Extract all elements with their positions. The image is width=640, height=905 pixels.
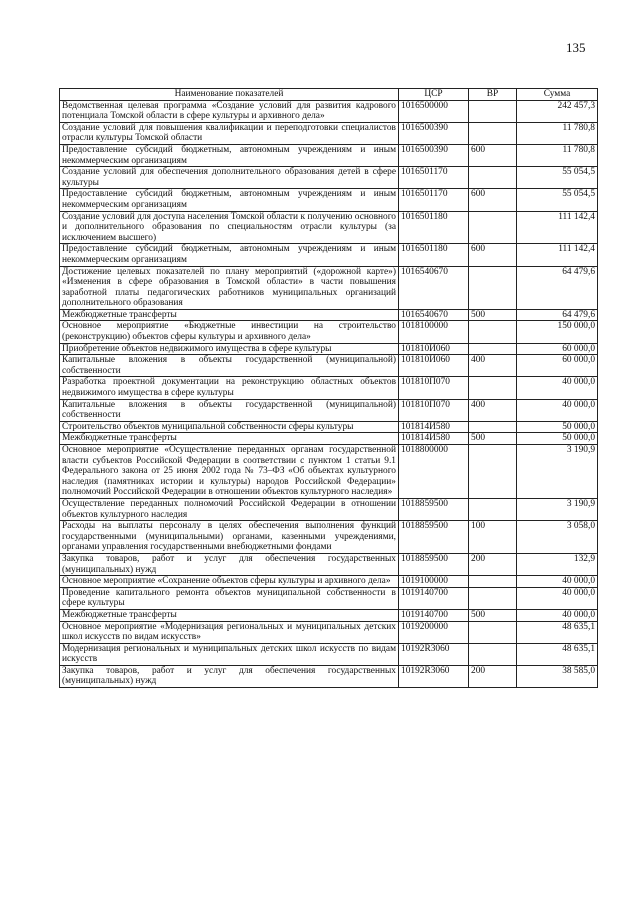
table-row bbox=[60, 643, 598, 665]
vr-cell: 600 bbox=[469, 244, 517, 266]
vr-cell bbox=[469, 343, 517, 355]
sum-cell: 55 054,5 bbox=[517, 167, 598, 189]
name-cell: Основное мероприятие «Осуществление переданных органам государственной власти субъектов Российской Федерации в соответствии с пунктом 1 статьи 9.1 Федерального закона от 25 июня 2002 года № 73–ФЗ «Об объектах культурного наследия (памятниках истории и культуры) народов Российской Федерации» полномочий Российской Федерации в отношении объектов культурного наследия» bbox=[60, 445, 399, 499]
table-row bbox=[60, 244, 598, 266]
table-row bbox=[60, 399, 598, 421]
sum-cell: 40 000,0 bbox=[517, 377, 598, 399]
table-row bbox=[60, 498, 598, 520]
csr-cell: 1018859500 bbox=[399, 521, 469, 554]
vr-cell bbox=[469, 211, 517, 244]
table-row bbox=[60, 321, 598, 343]
vr-cell bbox=[469, 587, 517, 609]
vr-cell: 500 bbox=[469, 433, 517, 445]
vr-cell bbox=[469, 421, 517, 433]
vr-cell bbox=[469, 445, 517, 499]
table-row bbox=[60, 433, 598, 445]
csr-cell: 1019140700 bbox=[399, 587, 469, 609]
csr-cell: 101810П070 bbox=[399, 377, 469, 399]
vr-cell: 400 bbox=[469, 355, 517, 377]
sum-cell: 3 190,9 bbox=[517, 445, 598, 499]
csr-cell: 1016501170 bbox=[399, 189, 469, 211]
table-row bbox=[60, 553, 598, 575]
csr-cell: 1016540670 bbox=[399, 266, 469, 309]
table-row bbox=[60, 167, 598, 189]
sum-cell: 64 479,6 bbox=[517, 309, 598, 321]
name-cell: Закупка товаров, работ и услуг для обеспечения государственных (муниципальных) нужд bbox=[60, 553, 399, 575]
sum-cell: 40 000,0 bbox=[517, 609, 598, 621]
vr-cell: 100 bbox=[469, 521, 517, 554]
vr-cell: 500 bbox=[469, 609, 517, 621]
csr-cell: 1016500390 bbox=[399, 144, 469, 166]
csr-cell: 1018859500 bbox=[399, 498, 469, 520]
name-cell: Предоставление субсидий бюджетным, автономным учреждениям и иным некоммерческим организациям bbox=[60, 144, 399, 166]
sum-cell: 64 479,6 bbox=[517, 266, 598, 309]
csr-cell: 101814И580 bbox=[399, 421, 469, 433]
sum-cell: 132,9 bbox=[517, 553, 598, 575]
page-number: 135 bbox=[566, 40, 586, 55]
name-cell: Осуществление переданных полномочий Российской Федерации в отношении объектов культурного наследия bbox=[60, 498, 399, 520]
sum-cell: 11 780,8 bbox=[517, 122, 598, 144]
csr-cell: 10192R3060 bbox=[399, 665, 469, 687]
vr-cell: 600 bbox=[469, 189, 517, 211]
header-name: Наименование показателей bbox=[60, 89, 399, 101]
vr-cell bbox=[469, 122, 517, 144]
csr-cell: 1016501170 bbox=[399, 167, 469, 189]
name-cell: Предоставление субсидий бюджетным, автономным учреждениям и иным некоммерческим организациям bbox=[60, 244, 399, 266]
table-row bbox=[60, 621, 598, 643]
table-row bbox=[60, 189, 598, 211]
vr-cell bbox=[469, 377, 517, 399]
vr-cell bbox=[469, 621, 517, 643]
csr-cell: 101810И060 bbox=[399, 355, 469, 377]
sum-cell: 38 585,0 bbox=[517, 665, 598, 687]
sum-cell: 40 000,0 bbox=[517, 587, 598, 609]
csr-cell: 1019200000 bbox=[399, 621, 469, 643]
vr-cell bbox=[469, 266, 517, 309]
table-row bbox=[60, 122, 598, 144]
name-cell: Основное мероприятие «Сохранение объектов сферы культуры и архивного дела» bbox=[60, 576, 399, 588]
sum-cell: 48 635,1 bbox=[517, 643, 598, 665]
name-cell: Создание условий для обеспечения дополнительного образования детей в сфере культуры bbox=[60, 167, 399, 189]
table-row bbox=[60, 445, 598, 499]
vr-cell bbox=[469, 167, 517, 189]
name-cell: Основное мероприятие «Модернизация региональных и муниципальных детских школ искусств по видам искусств» bbox=[60, 621, 399, 643]
name-cell: Проведение капитального ремонта объектов муниципальной собственности в сфере культуры bbox=[60, 587, 399, 609]
name-cell: Расходы на выплаты персоналу в целях обеспечения выполнения функций государственными (муниципальными) органами, казенными учреждениями, органами управления государственными внебюджетными фондами bbox=[60, 521, 399, 554]
table-row bbox=[60, 521, 598, 554]
vr-cell bbox=[469, 321, 517, 343]
table-row bbox=[60, 144, 598, 166]
table-row bbox=[60, 587, 598, 609]
name-cell: Строительство объектов муниципальной собственности сферы культуры bbox=[60, 421, 399, 433]
table-row bbox=[60, 211, 598, 244]
name-cell: Основное мероприятие «Бюджетные инвестиции на строительство (реконструкцию) объектов сферы культуры и архивного дела» bbox=[60, 321, 399, 343]
sum-cell: 48 635,1 bbox=[517, 621, 598, 643]
name-cell: Межбюджетные трансферты bbox=[60, 609, 399, 621]
sum-cell: 40 000,0 bbox=[517, 399, 598, 421]
sum-cell: 60 000,0 bbox=[517, 355, 598, 377]
vr-cell: 200 bbox=[469, 665, 517, 687]
name-cell: Создание условий для доступа населения Томской области к получению основного и дополнительного образования по специальностям отрасли культуры (за исключением высшего) bbox=[60, 211, 399, 244]
vr-cell: 200 bbox=[469, 553, 517, 575]
table-row bbox=[60, 266, 598, 309]
csr-cell: 1016540670 bbox=[399, 309, 469, 321]
csr-cell: 1019100000 bbox=[399, 576, 469, 588]
budget-table bbox=[59, 88, 598, 688]
sum-cell: 55 054,5 bbox=[517, 189, 598, 211]
csr-cell: 1019140700 bbox=[399, 609, 469, 621]
sum-cell: 60 000,0 bbox=[517, 343, 598, 355]
table-row bbox=[60, 665, 598, 687]
table-row bbox=[60, 576, 598, 588]
csr-cell: 1016500390 bbox=[399, 122, 469, 144]
table-row bbox=[60, 421, 598, 433]
sum-cell: 50 000,0 bbox=[517, 421, 598, 433]
name-cell: Разработка проектной документации на реконструкцию областных объектов недвижимого имущества в сфере культуры bbox=[60, 377, 399, 399]
csr-cell: 10192R3060 bbox=[399, 643, 469, 665]
csr-cell: 1016501180 bbox=[399, 211, 469, 244]
csr-cell: 1016500000 bbox=[399, 100, 469, 122]
table-row bbox=[60, 355, 598, 377]
name-cell: Ведомственная целевая программа «Создание условий для развития кадрового потенциала Томской области в сфере культуры и архивного дела» bbox=[60, 100, 399, 122]
name-cell: Межбюджетные трансферты bbox=[60, 433, 399, 445]
sum-cell: 3 190,9 bbox=[517, 498, 598, 520]
header-csr: ЦСР bbox=[399, 89, 469, 101]
table-row bbox=[60, 343, 598, 355]
name-cell: Модернизация региональных и муниципальных детских школ искусств по видам искусств bbox=[60, 643, 399, 665]
name-cell: Закупка товаров, работ и услуг для обеспечения государственных (муниципальных) нужд bbox=[60, 665, 399, 687]
table-row bbox=[60, 609, 598, 621]
csr-cell: 1018800000 bbox=[399, 445, 469, 499]
csr-cell: 1016501180 bbox=[399, 244, 469, 266]
sum-cell: 242 457,3 bbox=[517, 100, 598, 122]
sum-cell: 3 058,0 bbox=[517, 521, 598, 554]
table-row bbox=[60, 100, 598, 122]
header-sum: Сумма bbox=[517, 89, 598, 101]
sum-cell: 50 000,0 bbox=[517, 433, 598, 445]
vr-cell: 400 bbox=[469, 399, 517, 421]
name-cell: Предоставление субсидий бюджетным, автономным учреждениям и иным некоммерческим организациям bbox=[60, 189, 399, 211]
sum-cell: 111 142,4 bbox=[517, 211, 598, 244]
vr-cell: 600 bbox=[469, 144, 517, 166]
header-vr: ВР bbox=[469, 89, 517, 101]
sum-cell: 111 142,4 bbox=[517, 244, 598, 266]
csr-cell: 101814И580 bbox=[399, 433, 469, 445]
sum-cell: 11 780,8 bbox=[517, 144, 598, 166]
table-row bbox=[60, 377, 598, 399]
name-cell: Приобретение объектов недвижимого имущества в сфере культуры bbox=[60, 343, 399, 355]
name-cell: Капитальные вложения в объекты государственной (муниципальной) собственности bbox=[60, 399, 399, 421]
vr-cell bbox=[469, 498, 517, 520]
vr-cell: 500 bbox=[469, 309, 517, 321]
csr-cell: 101810И060 bbox=[399, 343, 469, 355]
vr-cell bbox=[469, 100, 517, 122]
vr-cell bbox=[469, 576, 517, 588]
table-header-row bbox=[60, 89, 598, 101]
csr-cell: 101810П070 bbox=[399, 399, 469, 421]
sum-cell: 40 000,0 bbox=[517, 576, 598, 588]
name-cell: Межбюджетные трансферты bbox=[60, 309, 399, 321]
vr-cell bbox=[469, 643, 517, 665]
csr-cell: 1018859500 bbox=[399, 553, 469, 575]
name-cell: Капитальные вложения в объекты государственной (муниципальной) собственности bbox=[60, 355, 399, 377]
csr-cell: 1018100000 bbox=[399, 321, 469, 343]
table-row bbox=[60, 309, 598, 321]
name-cell: Достижение целевых показателей по плану мероприятий («дорожной карте») «Изменения в сфере образования в Томской области» в части повышения заработной платы педагогических работников муниципальных организаций дополнительного образования bbox=[60, 266, 399, 309]
sum-cell: 150 000,0 bbox=[517, 321, 598, 343]
name-cell: Создание условий для повышения квалификации и переподготовки специалистов отрасли культуры Томской области bbox=[60, 122, 399, 144]
